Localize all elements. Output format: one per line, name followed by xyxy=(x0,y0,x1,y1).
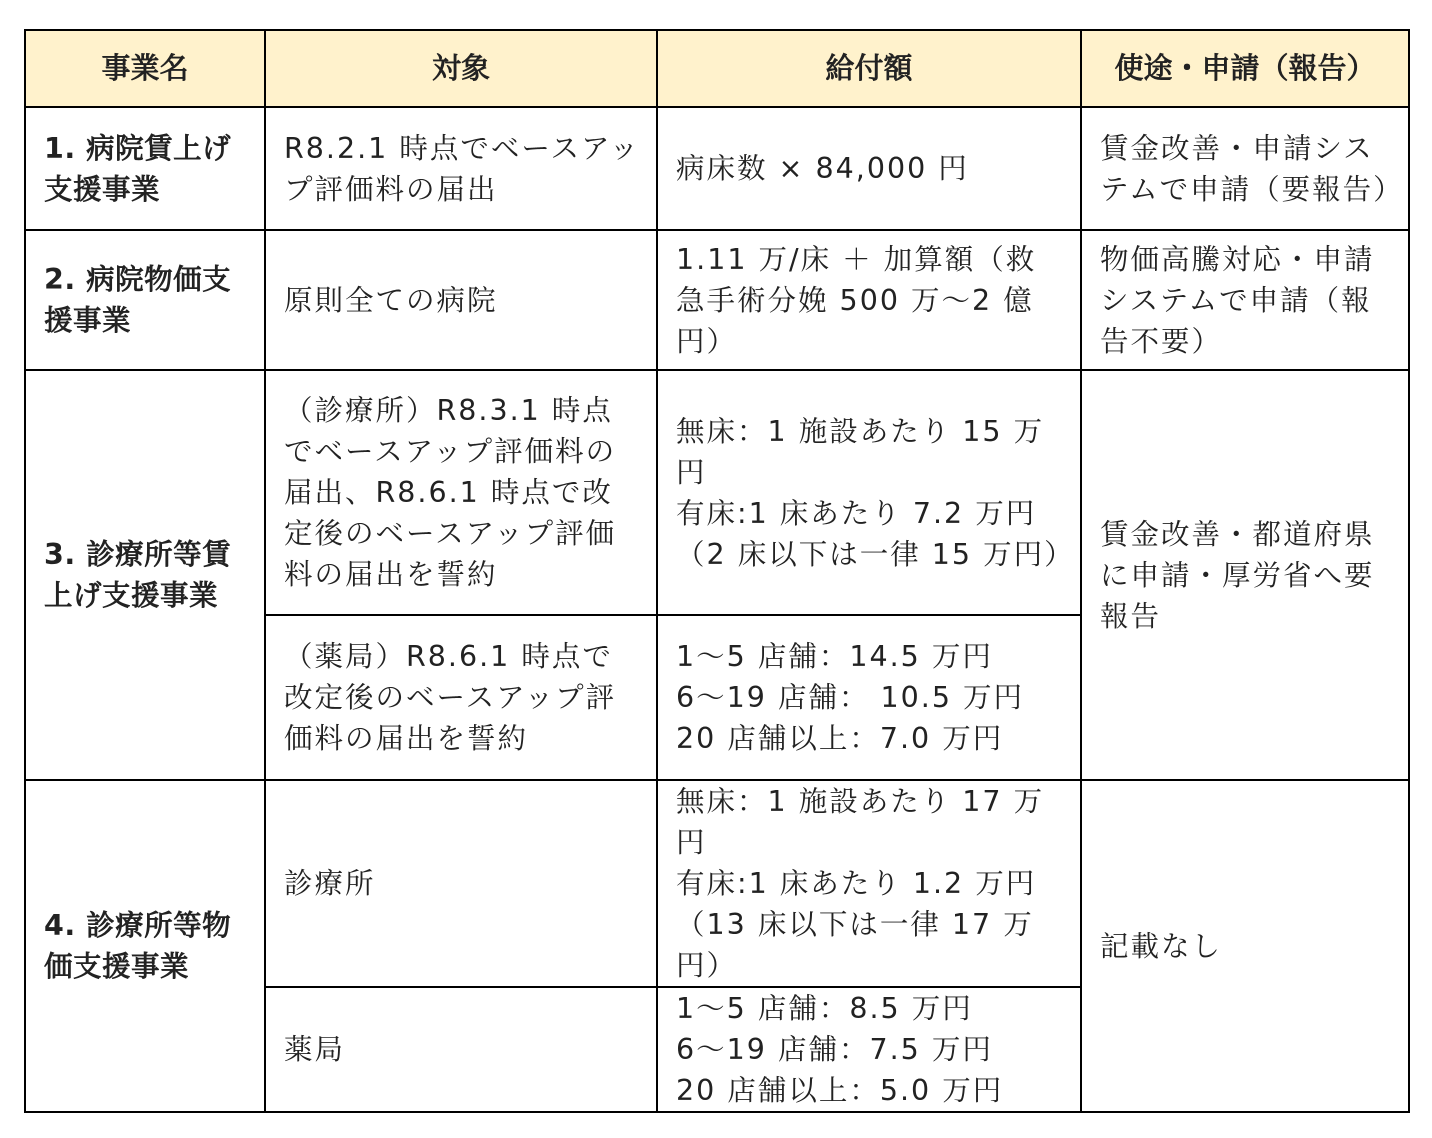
cell-amount-3-clinic xyxy=(657,370,1081,615)
cell-name-1: 1. 病院賃上げ支援事業 xyxy=(25,107,265,230)
amount-line: 6〜19 店舗：7.5 万円 xyxy=(676,1033,993,1066)
amount-line: 無床：1 施設あたり 15 万円 xyxy=(676,414,1045,489)
table-row xyxy=(25,230,1409,370)
cell-target-3-clinic: （診療所）R8.3.1 時点でベースアップ評価料の届出、R8.6.1 時点で改定後のベースアップ評価料の届出を誓約 xyxy=(265,370,657,615)
cell-name-3: 3. 診療所等賃上げ支援事業 xyxy=(25,370,265,780)
cell-name-4: 4. 診療所等物価支援事業 xyxy=(25,780,265,1112)
amount-line: 6〜19 店舗： 10.5 万円 xyxy=(676,681,1025,714)
header-target: 対象 xyxy=(265,30,657,107)
amount-line: 20 店舗以上：5.0 万円 xyxy=(676,1074,1004,1107)
cell-target-4-clinic: 診療所 xyxy=(265,780,657,987)
table-row xyxy=(25,370,1409,615)
table-row xyxy=(25,107,1409,230)
header-usage: 使途・申請（報告） xyxy=(1081,30,1409,107)
amount-line: 20 店舗以上：7.0 万円 xyxy=(676,722,1004,755)
cell-amount-2: 1.11 万/床 ＋ 加算額（救急手術分娩 500 万〜2 億円） xyxy=(657,230,1081,370)
table-row xyxy=(25,780,1409,987)
amount-line: 1〜5 店舗：14.5 万円 xyxy=(676,640,993,673)
cell-target-2: 原則全ての病院 xyxy=(265,230,657,370)
cell-target-4-pharmacy: 薬局 xyxy=(265,987,657,1112)
cell-amount-3-pharmacy xyxy=(657,615,1081,780)
header-amount: 給付額 xyxy=(657,30,1081,107)
cell-target-1: R8.2.1 時点でベースアップ評価料の届出 xyxy=(265,107,657,230)
amount-line: 1〜5 店舗：8.5 万円 xyxy=(676,992,973,1025)
cell-amount-1: 病床数 × 84,000 円 xyxy=(657,107,1081,230)
cell-usage-4: 記載なし xyxy=(1081,780,1409,1112)
amount-line: 有床:1 床あたり 7.2 万円（2 床以下は一律 15 万円） xyxy=(676,496,1075,571)
cell-target-3-pharmacy: （薬局）R8.6.1 時点で改定後のベースアップ評価料の届出を誓約 xyxy=(265,615,657,780)
header-row xyxy=(25,30,1409,107)
cell-name-2: 2. 病院物価支援事業 xyxy=(25,230,265,370)
grant-table xyxy=(24,29,1410,1113)
cell-usage-1: 賃金改善・申請システムで申請（要報告） xyxy=(1081,107,1409,230)
amount-line: 無床：1 施設あたり 17 万円 xyxy=(676,785,1045,859)
cell-usage-2: 物価高騰対応・申請システムで申請（報告不要） xyxy=(1081,230,1409,370)
cell-amount-4-pharmacy xyxy=(657,987,1081,1112)
cell-usage-3: 賃金改善・都道府県に申請・厚労省へ要報告 xyxy=(1081,370,1409,780)
cell-amount-4-clinic xyxy=(657,780,1081,987)
header-name: 事業名 xyxy=(25,30,265,107)
amount-line: 有床:1 床あたり 1.2 万円（13 床以下は一律 17 万円） xyxy=(676,867,1037,982)
